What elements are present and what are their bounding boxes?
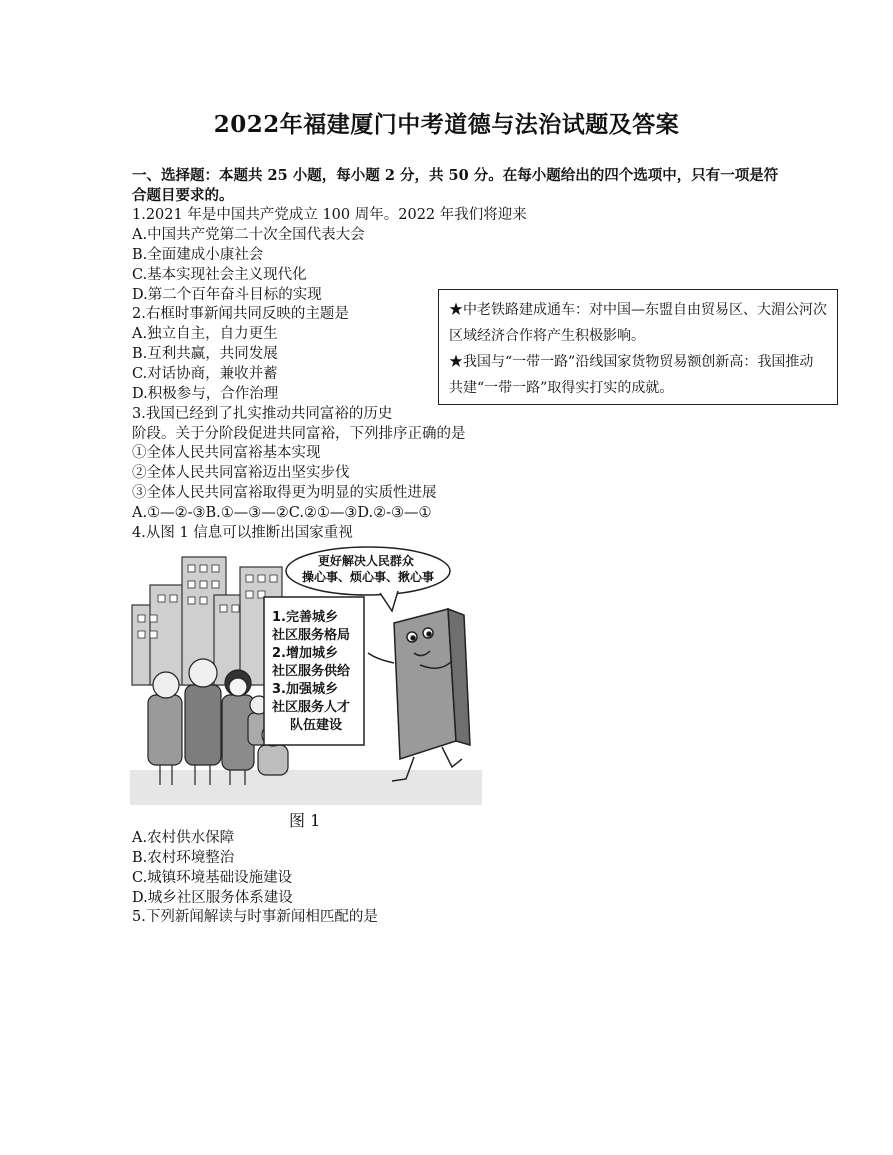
option-line: A.独立自主，自力更生 (132, 326, 278, 342)
book-character-icon (368, 609, 470, 781)
option-line: B.互利共赢，共同发展 (132, 346, 278, 362)
board-line: 社区服务人才 (272, 700, 351, 715)
option-line: A.①—②-③B.①—③—②C.②①—③D.②-③—① (132, 505, 432, 521)
svg-text:1.完善城乡 社区服务格局 2.增加城乡 (271, 609, 355, 733)
question-line: 2.右框时事新闻共同反映的主题是 (132, 306, 349, 322)
option-line: C.对话协商，兼收并蓄 (132, 366, 278, 382)
option-line: A.农村供水保障 (132, 830, 235, 846)
question-line: 5.下列新闻解读与时事新闻相匹配的是 (132, 909, 378, 925)
option-line: D.积极参与，合作治理 (132, 386, 279, 402)
option-line: ②全体人民共同富裕迈出坚实步伐 (132, 465, 350, 481)
board-line: 社区服务格局 (272, 628, 351, 643)
option-line: B.农村环境整治 (132, 850, 235, 866)
question-line: 4.从图 1 信息可以推断出国家重视 (132, 525, 353, 541)
board-line: 1.完善城乡 (272, 610, 338, 625)
news-item: ★中老铁路建成通车：对中国—东盟自由贸易区、大湄公河次区域经济合作将产生积极影响。 (449, 302, 827, 344)
question-line: 阶段。关于分阶段促进共同富裕，下列排序正确的是 (132, 426, 466, 442)
board-line: 队伍建设 (290, 718, 343, 733)
news-box (438, 289, 838, 405)
news-item: ★我国与“一带一路”沿线国家货物贸易额创新高：我国推动共建“一带一路”取得实打实的成就。 (449, 354, 814, 396)
figure-caption: 图 1 (289, 811, 321, 830)
bubble-line-2: 操心事、烦心事、揪心事 (301, 570, 435, 584)
question-line: 3.我国已经到了扎实推动共同富裕的历史 (132, 406, 393, 422)
board-line: 3.加强城乡 (272, 682, 338, 697)
option-line: A.中国共产党第二十次全国代表大会 (132, 227, 365, 243)
option-line: D.城乡社区服务体系建设 (132, 890, 293, 906)
figure-1-illustration (130, 545, 482, 805)
option-line: C.基本实现社会主义现代化 (132, 267, 307, 283)
question-line: 1.2021 年是中国共产党成立 100 周年。2022 年我们将迎来 (132, 207, 527, 223)
page-title: 2022年福建厦门中考道德与法治试题及答案 (213, 111, 680, 138)
option-line: ①全体人民共同富裕基本实现 (132, 445, 321, 461)
section-header: 一、选择题：本题共 25 小题，每小题 2 分，共 50 分。在每小题给出的四个选项中，只有一项是符合题目要求的。 (132, 167, 779, 204)
option-line: C.城镇环境基础设施建设 (132, 870, 293, 886)
option-line: D.第二个百年奋斗目标的实现 (132, 287, 322, 303)
bubble-line-1: 更好解决人民群众 (317, 554, 414, 568)
option-line: B.全面建成小康社会 (132, 247, 264, 263)
option-line: ③全体人民共同富裕取得更为明显的实质性进展 (132, 485, 437, 501)
board-line: 社区服务供给 (272, 664, 351, 679)
board-line: 2.增加城乡 (272, 646, 338, 661)
